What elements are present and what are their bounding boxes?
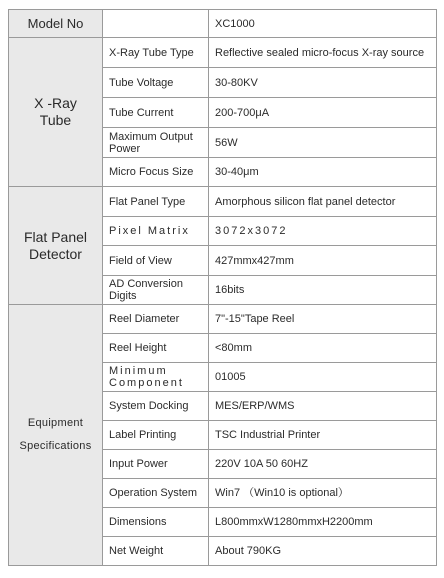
- row-label: Input Power: [103, 450, 209, 479]
- row-label: Minimum Component: [103, 363, 209, 392]
- row-label: System Docking: [103, 392, 209, 421]
- row-value: <80mm: [209, 334, 437, 363]
- row-label: Reel Height: [103, 334, 209, 363]
- row-label: X-Ray Tube Type: [103, 38, 209, 68]
- row-label: Net Weight: [103, 537, 209, 566]
- row-label: Reel Diameter: [103, 305, 209, 334]
- row-label: Flat Panel Type: [103, 187, 209, 217]
- row-value: 220V 10A 50 60HZ: [209, 450, 437, 479]
- row-value: L800mmxW1280mmxH2200mm: [209, 508, 437, 537]
- row-value: Reflective sealed micro-focus X-ray source: [209, 38, 437, 68]
- row-label: Micro Focus Size: [103, 158, 209, 187]
- group-name: Equipment Specifications: [19, 417, 92, 452]
- group-name: X -Ray Tube: [34, 95, 77, 128]
- row-value: Win7 （Win10 is optional）: [209, 479, 437, 508]
- row-value: 30-40μm: [209, 158, 437, 187]
- row-value: TSC Industrial Printer: [209, 421, 437, 450]
- row-value: MES/ERP/WMS: [209, 392, 437, 421]
- row-label: Tube Voltage: [103, 68, 209, 98]
- model-label: Model No: [9, 10, 103, 38]
- table-row: [9, 187, 437, 217]
- row-value: About 790KG: [209, 537, 437, 566]
- group-equipment-specifications: [9, 305, 103, 566]
- row-value: 200-700μA: [209, 98, 437, 128]
- table-row: [9, 305, 437, 334]
- row-label: Dimensions: [103, 508, 209, 537]
- row-value: 3072x3072: [209, 217, 437, 246]
- row-value: 01005: [209, 363, 437, 392]
- row-label: Pixel Matrix: [103, 217, 209, 246]
- row-value: 16bits: [209, 276, 437, 305]
- model-row: [9, 10, 437, 38]
- row-label: Label Printing: [103, 421, 209, 450]
- row-label: Tube Current: [103, 98, 209, 128]
- row-label: Maximum Output Power: [103, 128, 209, 158]
- row-label: Field of View: [103, 246, 209, 276]
- row-value: 30-80KV: [209, 68, 437, 98]
- row-value: Amorphous silicon flat panel detector: [209, 187, 437, 217]
- group-flat-panel-detector: [9, 187, 103, 305]
- spec-table: [8, 9, 437, 566]
- group-name: Flat Panel Detector: [23, 228, 88, 262]
- group-xray-tube: [9, 38, 103, 187]
- row-label: AD Conversion Digits: [103, 276, 209, 305]
- row-value: 7"-15"Tape Reel: [209, 305, 437, 334]
- model-value: XC1000: [209, 10, 437, 38]
- row-value: 427mmx427mm: [209, 246, 437, 276]
- row-label: Operation System: [103, 479, 209, 508]
- model-spacer: [103, 10, 209, 38]
- table-row: [9, 38, 437, 68]
- row-value: 56W: [209, 128, 437, 158]
